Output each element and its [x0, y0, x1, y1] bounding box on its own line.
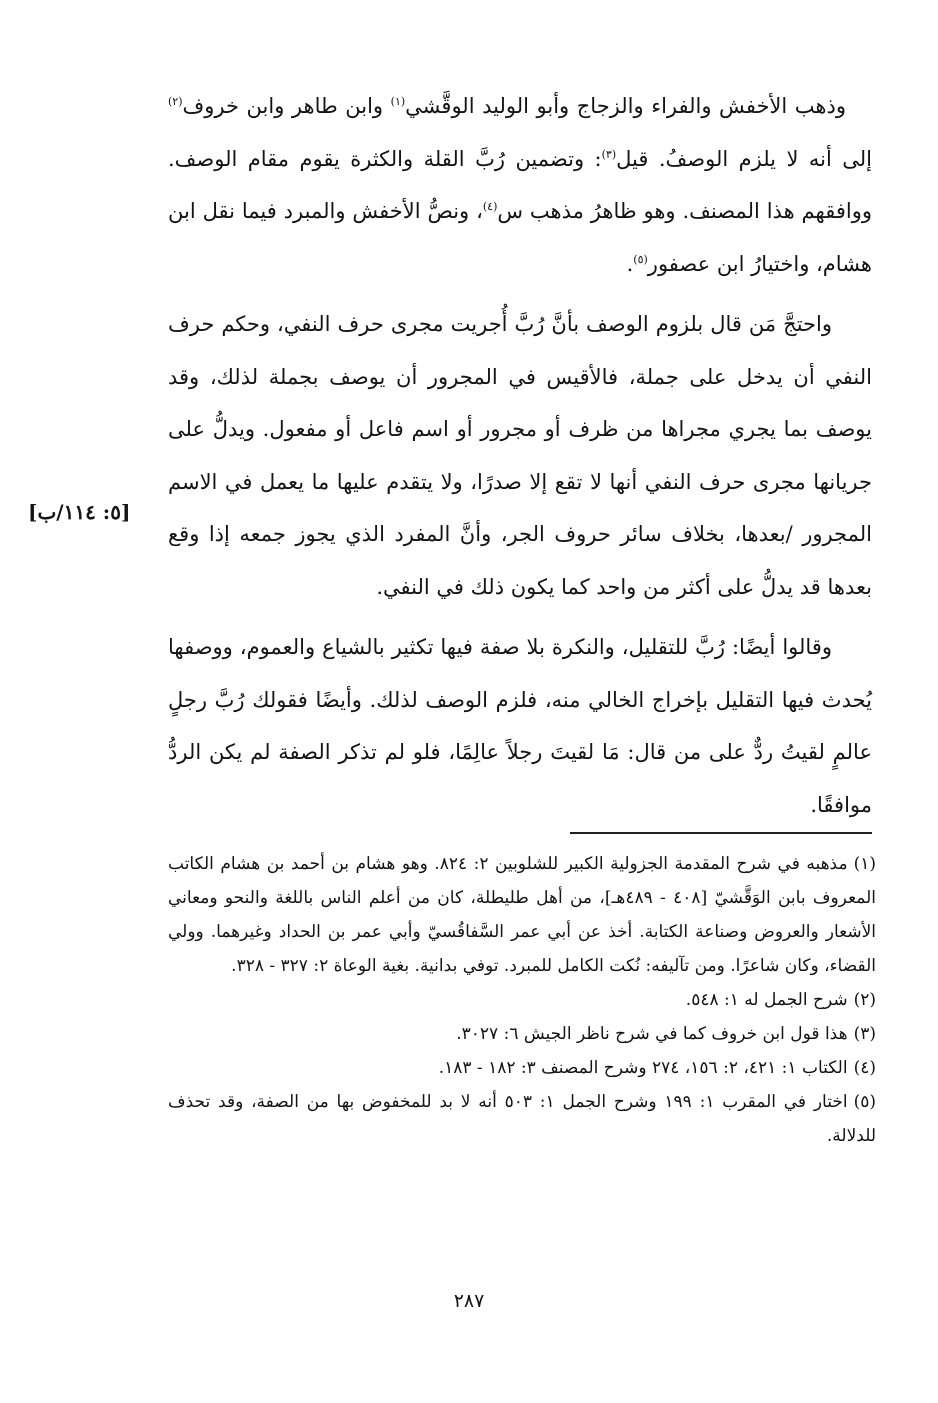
paragraph-1-part: إلى أنه لا يلزم الوصفُ. قيل — [616, 146, 872, 171]
footnote-number: (١) — [853, 854, 876, 874]
main-text — [168, 80, 872, 831]
paragraph-3: وقالوا أيضًا: رُبَّ للتقليل، والنكرة بلا صفة فيها تكثير بالشياع والعموم، ووصفها يُحدث فيها التقليل بإخراج الخالي منه، فلزم الوصف لذلك. وأيضًا فقولك رُبَّ رجلٍ عالمٍ لقيتُ ردٌّ على من قال: مَا لقيتَ رجلاً عالِمًا، فلو لم تذكر الصفة لم يكن الردُّ موافقًا. — [168, 635, 872, 817]
footnote-ref-3: (٣) — [601, 147, 617, 161]
footnote-text: الكتاب ١: ٤٢١، ٢: ١٥٦، ٢٧٤ وشرح المصنف ٣: ١٨٢ - ١٨٣. — [438, 1058, 848, 1078]
manuscript-folio-reference: [٥: ١١٤/ب] — [28, 500, 131, 524]
paragraph-1-part: وذهب الأخفش والفراء والزجاج وأبو الوليد الوقَّشي — [405, 94, 846, 118]
paragraph-1-part: وابن طاهر وابن خروف — [182, 94, 391, 118]
footnote-separator — [570, 832, 872, 834]
footnote-text: هذا قول ابن خروف كما في شرح ناظر الجيش ٦: ٣٠٢٧. — [456, 1024, 848, 1044]
footnote-4 — [168, 1051, 876, 1085]
footnote-number: (٤) — [853, 1058, 876, 1078]
footnote-text: اختار في المقرب ١: ١٩٩ وشرح الجمل ١: ٥٠٣ أنه لا بد للمخفوض بها من الصفة، وقد تحذف للدلالة. — [168, 1092, 876, 1146]
paragraph-1-part: : وتضمين رُبَّ القلة والكثرة يقوم مقام الوصف. ووافقهم هذا المصنف. وهو ظاهرُ مذهب س — [168, 146, 872, 223]
footnote-2 — [168, 983, 876, 1017]
footnote-3 — [168, 1017, 876, 1051]
footnote-text: مذهبه في شرح المقدمة الجزولية الكبير للشلوبين ٢: ٨٢٤. وهو هشام بن أحمد بن هشام الكاتب المعروف بابن الوَقَّشيّ [٤٠٨ - ٤٨٩هـ]، من أهل طليطلة، كان من أعلم الناس باللغة والنحو ومعاني الأشعار والعروض وصناعة الكتابة. أخذ عن أبي عمر السَّفاقُسيّ وأبي عمر بن الحداد وغيرهما. وولي القضاء، وكان شاعرًا. ومن تآليفه: نُكت الكامل للمبرد. توفي بدانية. بغية الوعاة ٢: ٣٢٧ - ٣٢٨. — [168, 854, 876, 976]
footnote-number: (٢) — [853, 990, 876, 1010]
footnote-ref-1: (١) — [390, 95, 406, 108]
footnote-text: شرح الجمل له ١: ٥٤٨. — [685, 990, 848, 1010]
paragraph-1-part: . — [626, 251, 634, 276]
footnote-number: (٥) — [853, 1092, 877, 1112]
paragraph-2: واحتجَّ مَن قال بلزوم الوصف بأنَّ رُبَّ أُجريت مجرى حرف النفي، وحكم حرف النفي أن يدخل على جملة، فالأقيس في المجرور أن يوصف بجملة لذلك، وقد يوصف بما يجري مجراها من ظرف أو مجرور أو اسم فاعل أو مفعول. ويدلُّ على جريانها مجرى حرف النفي أنها لا تقع إلا صدرًا، ولا يتقدم عليها ما يعمل في الاسم المجرور /بعدها، بخلاف سائر حروف الجر، وأنَّ المفرد الذي يجوز جمعه إذا وقع بعدها قد يدلُّ على أكثر من واحد كما يكون ذلك في النفي. — [168, 312, 872, 599]
footnote-5 — [168, 1085, 876, 1153]
footnote-ref-4: (٤) — [482, 200, 498, 213]
paragraph-1-part: ، ونصُّ الأخفش والمبرد فيما نقل ابن هشام، واختيارُ ابن عصفور — [168, 199, 872, 276]
footnote-ref-2: (٢) — [168, 95, 183, 108]
paragraph-1 — [168, 80, 872, 290]
footnote-1 — [168, 847, 876, 983]
page-number: ٢٨٧ — [453, 1290, 485, 1312]
footnote-ref-5: (٥) — [633, 252, 648, 266]
footnotes — [168, 847, 876, 1153]
footnote-number: (٣) — [853, 1024, 876, 1044]
